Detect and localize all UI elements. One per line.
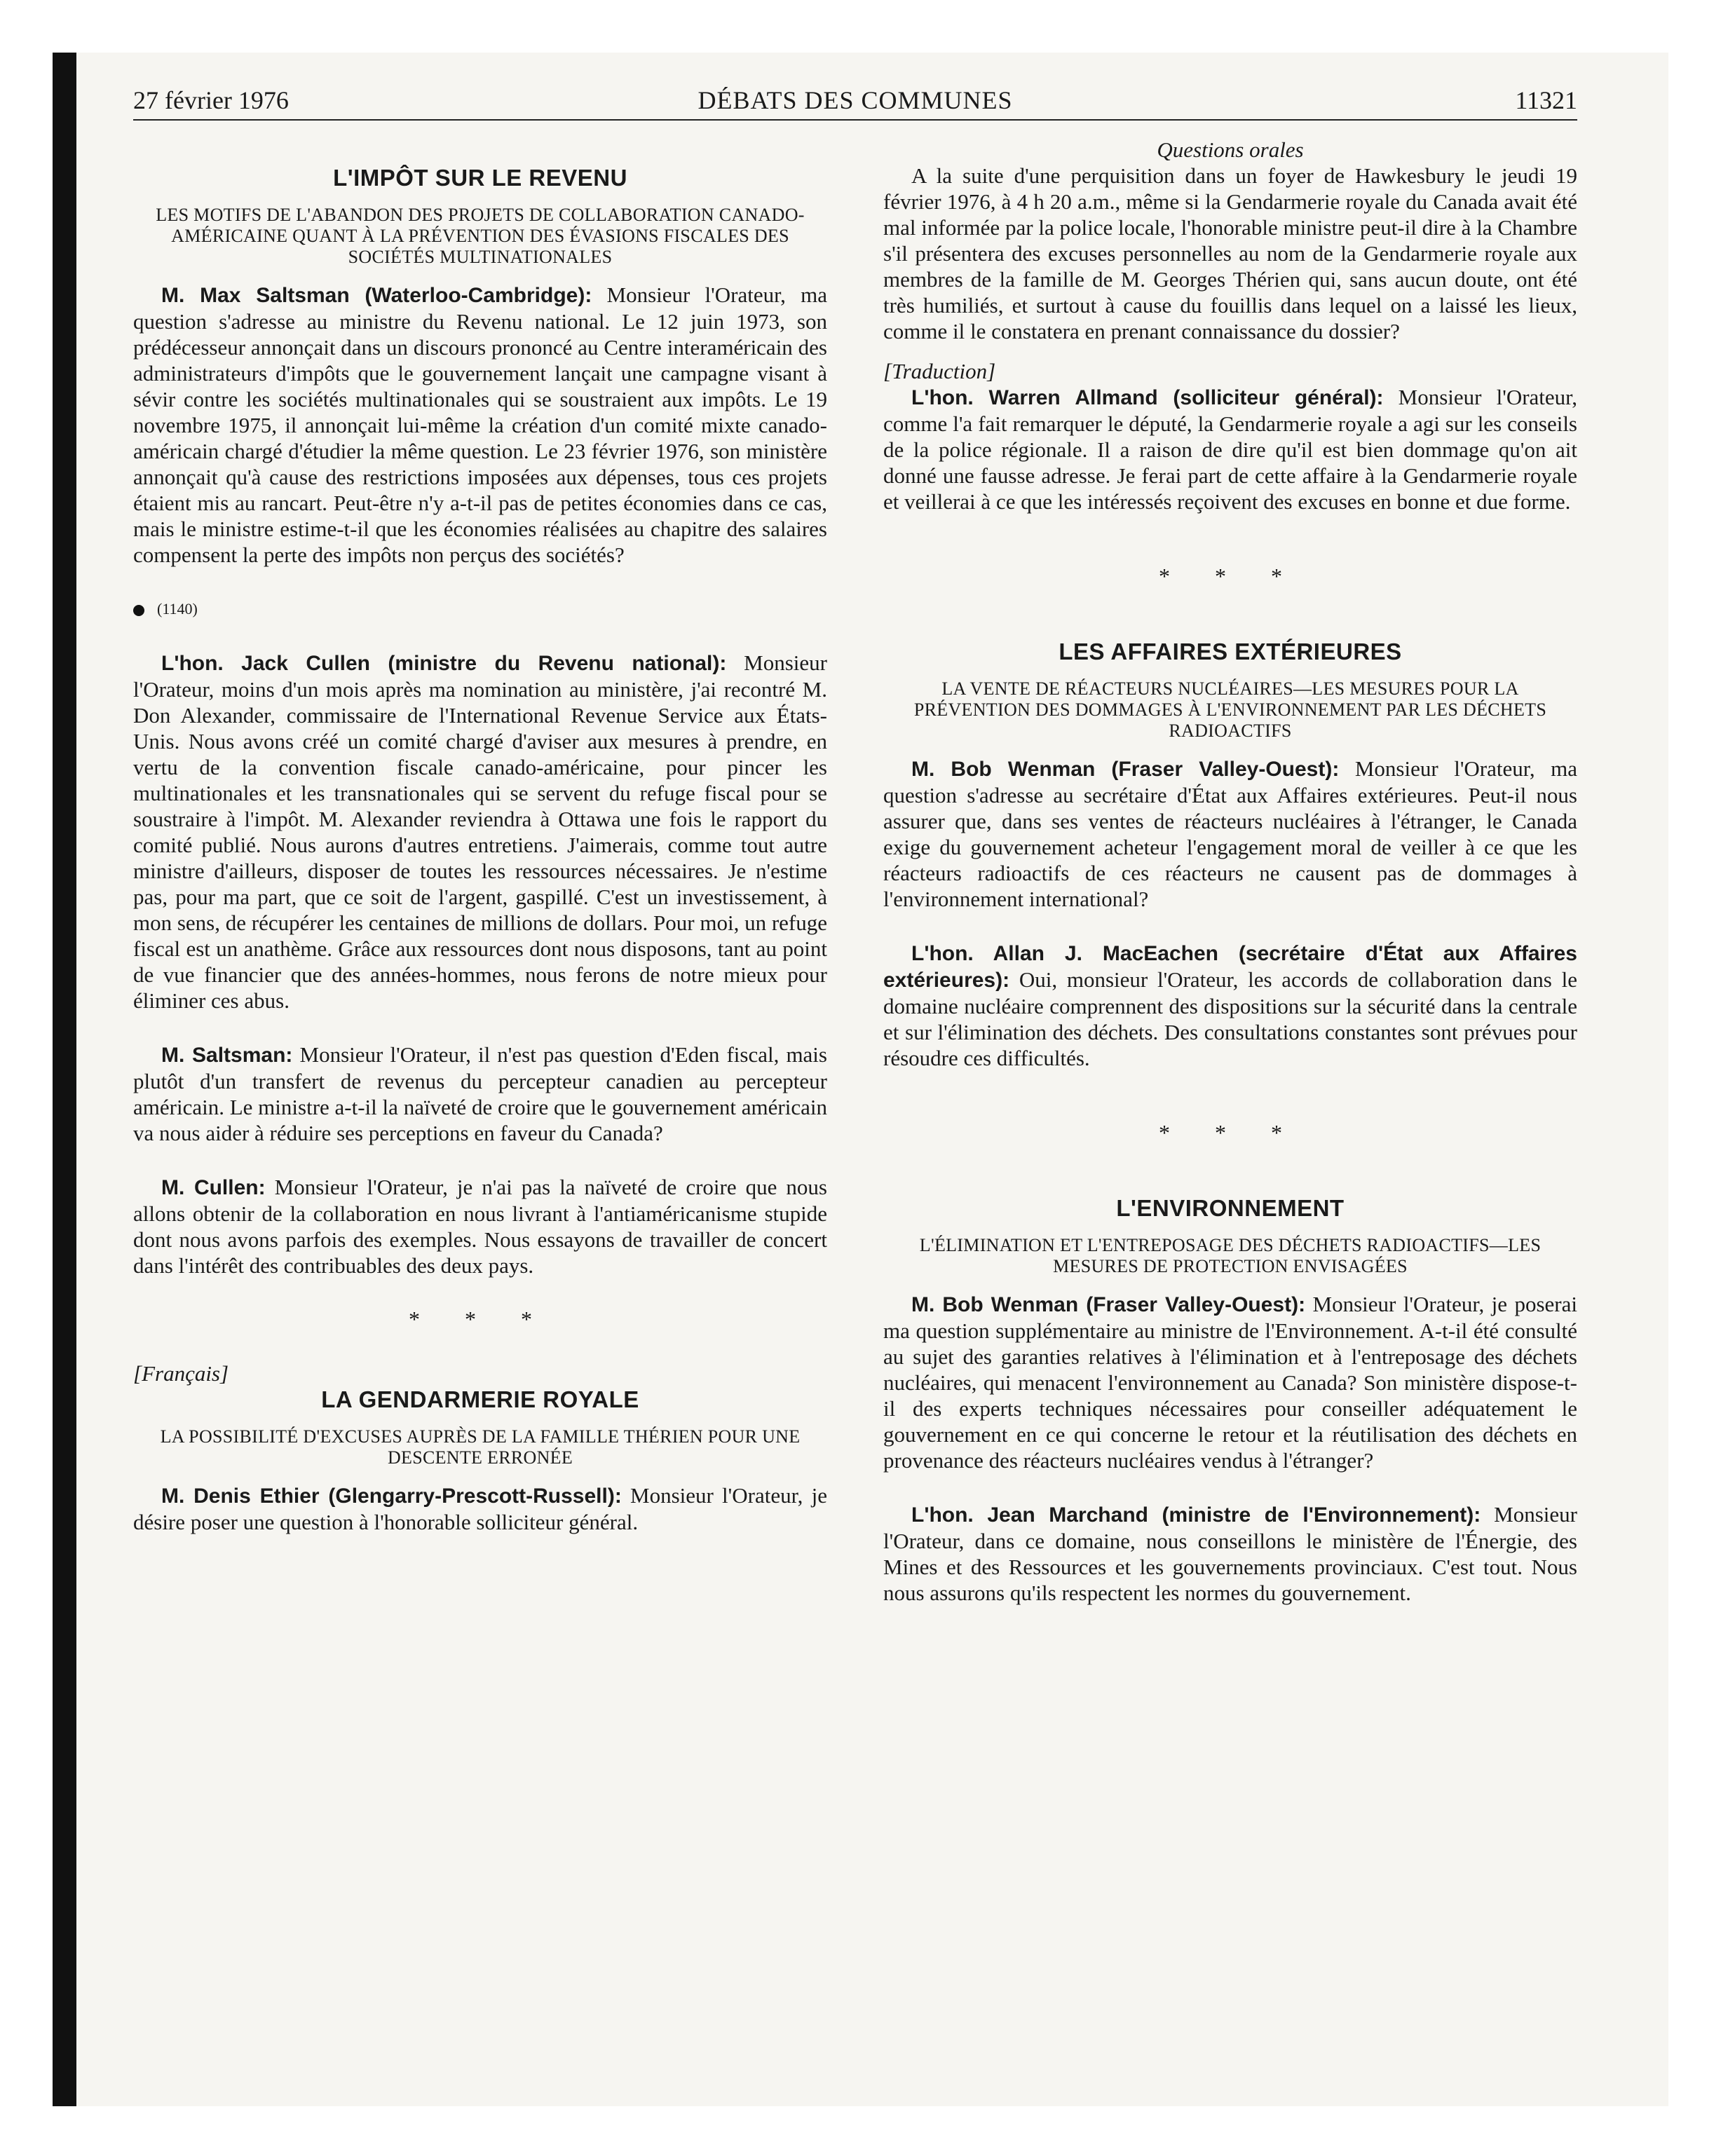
speaker-name: M. Cullen: [161,1176,266,1199]
speech-text: Monsieur l'Orateur, moins d'un mois après ma nomination au ministère, j'ai recontré M. Don Alexander, commissaire de l'International Revenue Service aux États-Unis. Nous avons créé un comité chargé d'aviser aux mesures à prendre, en vertu de la convention fiscale canado-américaine, pour pincer les multinationales et les transnationales qui se servent du refuge fiscal pour se soustraire à l'impôt. M. Alexander reviendra à Ottawa une fois le rapport du comité publié. Nous aurons d'autres entretiens. J'aimerais, comme tout autre ministre d'ailleurs, disposer de toutes les ressources nécessaires. Je n'estime pas, pour ma part, que ce soit de l'argent, gaspillé. C'est un investissement, à mon sens, de récupérer les centaines de millions de dollars. Pour moi, un refuge fiscal est un anathème. Grâce aux ressources dont nous disposons, tant au point de vue financier que des années-hommes, nous ferons de notre mieux pour éliminer ces abus. [133,650,828,1013]
section-subtitle: LES MOTIFS DE L'ABANDON DES PROJETS DE COLLABORATION CANADO-AMÉRICAINE QUANT À LA PRÉVENTION DES ÉVASIONS FISCALES DES SOCIÉTÉS MULTINATIONALES [156,205,805,267]
speech-paragraph [133,1482,827,1535]
speech-paragraph [883,1291,1577,1473]
speaker-name: L'hon. Warren Allmand (solliciteur général): [911,386,1384,409]
section-title: LA GENDARMERIE ROYALE [321,1386,639,1412]
speech-paragraph [883,756,1577,912]
section-title: L'IMPÔT SUR LE REVENU [333,165,627,191]
header-title: DÉBATS DES COMMUNES [698,86,1013,114]
section-separator: * * * [1159,564,1302,589]
speaker-name: M. Max Saltsman (Waterloo-Cambridge): [161,284,592,307]
section-title: L'ENVIRONNEMENT [1116,1195,1345,1221]
speaker-name: L'hon. Jack Cullen (ministre du Revenu national): [161,652,727,675]
header-date: 27 février 1976 [133,86,289,114]
time-marker: (1140) [133,596,827,622]
speech-paragraph [883,940,1577,1071]
section-subtitle: L'ÉLIMINATION ET L'ENTREPOSAGE DES DÉCHETS RADIOACTIFS—LES MESURES DE PROTECTION ENVISAGÉES [919,1235,1542,1276]
speaker-name: M. Bob Wenman (Fraser Valley-Ouest): [911,758,1340,781]
section-subtitle: LA POSSIBILITÉ D'EXCUSES AUPRÈS DE LA FAMILLE THÉRIEN POUR UNE DESCENTE ERRONÉE [160,1426,801,1468]
speech-paragraph [133,1174,827,1278]
speech-paragraph [133,282,827,568]
speech-text: Monsieur l'Orateur, comme l'a fait remarquer le député, la Gendarmerie royale a agi sur les conseils de la police régionale. Il a raison de dire qu'il est bien dommage qu'on ait donné une fausse adresse. Je ferai part de cette affaire à la Gendarmerie royale et veillerai à ce que les intéressés reçoivent des excuses en bonne et due forme. [883,385,1577,514]
speech-text: Monsieur l'Orateur, ma question s'adresse au ministre du Revenu national. Le 12 juin 1973, son prédécesseur annonçait dans un discours prononcé au Centre interaméricain des administrateurs d'impôts que le gouvernement lançait une campagne visant à sévir contre les sociétés multinationales qui se soustraient aux impôts. Le 19 novembre 1975, il annonçait lui-même la création d'un comité mixte canado-américain chargé d'étudier la même question. Le 23 février 1976, son ministère annonçait qu'à cause des restrictions imposées aux dépenses, tous ces projets étaient mis au rancart. Peut-être n'y a-t-il pas de petites économies dans ce cas, mais le ministre estime-t-il que les économies réalisées au chapitre des salaires compensent la perte des impôts non perçus des sociétés? [133,282,827,567]
bullet-icon [133,605,144,616]
speech-text: Oui, monsieur l'Orateur, les accords de collaboration dans le domaine nucléaire comprennent des dispositions sur la sécurité dans la centrale et sur l'élimination des déchets. Des consultations constantes sont prévues pour résoudre ces difficultés. [883,967,1577,1070]
binding-edge [53,53,76,2106]
speech-text: Monsieur l'Orateur, dans ce domaine, nous conseillons le ministère de l'Énergie, des Mines et des Ressources et les gouvernements provinciaux. C'est tout. Nous nous assurons qu'ils respectent les normes du gouvernement. [883,1502,1577,1605]
speaker-name: M. Denis Ethier (Glengarry-Prescott-Russell): [161,1485,622,1508]
speech-paragraph [883,1501,1577,1606]
page-header [133,83,1577,121]
speech-text: Monsieur l'Orateur, je poserai ma question supplémentaire au ministre de l'Environnement. A-t-il été consulté au sujet des garanties relatives à l'élimination et à l'entreposage des déchets nucléaires, qui menacent l'environnement au Canada? Son ministère dispose-t-il des experts techniques nécessaires pour conseiller adéquatement le gouvernement en ce qui concerne le retour et la réutilisation des déchets en provenance des réacteurs nucléaires vendus à l'étranger? [883,1292,1577,1473]
language-tag: [Traduction] [883,359,996,383]
left-column [133,137,827,1535]
right-column [883,137,1577,1606]
speech-text: Monsieur l'Orateur, je n'ai pas la naïveté de croire que nous allons obtenir de la collaboration en nous livrant à l'antiaméricanisme stupide dont nous avons parfois des exemples. Nous essayons de travailler de concert dans l'intérêt des contribuables des deux pays. [133,1175,827,1278]
speaker-name: L'hon. Jean Marchand (ministre de l'Environnement): [911,1503,1481,1527]
page-number: 11321 [1515,86,1577,114]
section-title: LES AFFAIRES EXTÉRIEURES [1059,639,1402,664]
speech-paragraph: A la suite d'une perquisition dans un foyer de Hawkesbury le jeudi 19 février 1976, à 4 h 20 a.m., même si la Gendarmerie royale du Canada avait été mal informée par la police locale, l'honorable ministre peut-il dire à la Chambre s'il présentera des excuses personnelles au nom de la Gendarmerie royale aux membres de la famille de M. Georges Thérien qui, sans aucun doute, ont été très humiliés, et surtout à cause du fouillis dans lequel on a laissé les lieux, comme il le constatera en prenant connaissance du dossier? [883,163,1577,343]
speech-paragraph [133,650,827,1014]
running-head: Questions orales [1157,137,1304,162]
speaker-name: M. Bob Wenman (Fraser Valley-Ouest): [911,1293,1306,1316]
speech-text: Monsieur l'Orateur, il n'est pas question d'Eden fiscal, mais plutôt d'un transfert de revenus du percepteur canadien au percepteur américain. Le ministre a-t-il la naïveté de croire que le gouvernement américain va nous aider à réduire ses perceptions en faveur du Canada? [133,1042,827,1145]
speech-text: Monsieur l'Orateur, je désire poser une question à l'honorable solliciteur général. [133,1483,827,1534]
speaker-name: L'hon. Allan J. MacEachen (secrétaire d'État aux Affaires extérieures): [883,942,1577,992]
speech-paragraph [133,1042,827,1146]
language-tag: [Français] [133,1361,229,1386]
section-separator: * * * [1159,1120,1302,1145]
section-separator: * * * [409,1306,552,1332]
speech-text: Monsieur l'Orateur, ma question s'adresse au secrétaire d'État aux Affaires extérieures. Peut-il nous assurer que, dans ses ventes de réacteurs nucléaires à l'étranger, le Canada exige du gouvernement acheteur l'engagement moral de veiller à ce que les réacteurs radioactifs de ces réacteurs ne causent pas de dommages à l'environnement international? [883,756,1577,911]
speaker-name: M. Saltsman: [161,1044,293,1067]
speech-paragraph [883,384,1577,514]
section-subtitle: LA VENTE DE RÉACTEURS NUCLÉAIRES—LES MESURES POUR LA PRÉVENTION DES DOMMAGES À L'ENVIRONNEMENT PAR LES DÉCHETS RADIOACTIFS [913,678,1547,741]
